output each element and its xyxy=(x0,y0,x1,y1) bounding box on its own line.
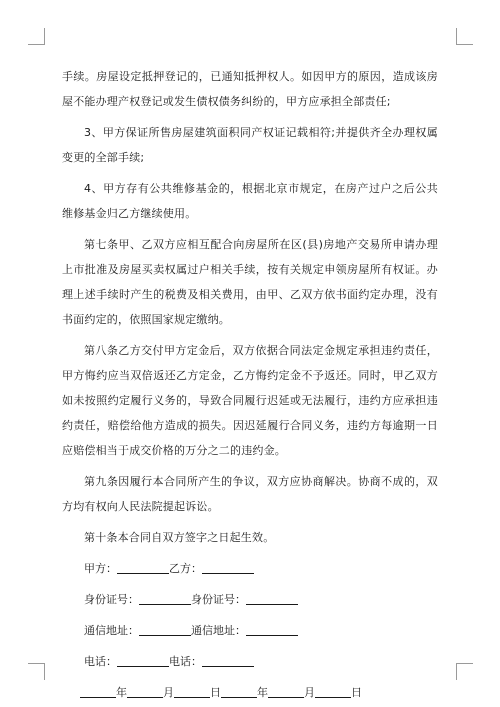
phone-a-blank[interactable] xyxy=(117,653,169,667)
address-a-label: 通信地址： xyxy=(84,624,139,637)
date-a-month-label: 月 xyxy=(163,686,174,699)
id-a-blank[interactable] xyxy=(139,591,191,605)
date-a-month-blank[interactable] xyxy=(127,684,163,698)
address-a-blank[interactable] xyxy=(139,622,191,636)
address-b-label: 通信地址： xyxy=(191,624,246,637)
address-b-blank[interactable] xyxy=(246,622,298,636)
date-a-day-label: 日 xyxy=(210,686,221,699)
paragraph-clause-3: 3、甲方保证所售房屋建筑面积同产权证记载相符;并提供齐全办理权属变更的全部手续; xyxy=(62,126,438,164)
date-a-day-blank[interactable] xyxy=(174,684,210,698)
paragraph-article-9: 第九条因履行本合同所产生的争议，双方应协商解决。协商不成的，双方均有权向人民法院提起诉讼。 xyxy=(62,475,438,513)
id-a-label: 身份证号： xyxy=(84,593,139,606)
date-b-day-blank[interactable] xyxy=(315,684,351,698)
paragraph-article-7: 第七条甲、乙双方应相互配合向房屋所在区(县)房地产交易所申请办理上市批准及房屋买卖权属过户相关手续，按有关规定申领房屋所有权证。办理上述手续时产生的税费及相关费用，由甲、乙双方依书面约定办理，没有书面约定的，依照国家规定缴纳。 xyxy=(62,238,438,326)
phone-b-label: 电话： xyxy=(169,655,202,668)
party-b-label: 乙方： xyxy=(169,562,202,575)
party-b-blank[interactable] xyxy=(202,560,254,574)
id-b-label: 身份证号： xyxy=(191,593,246,606)
id-b-blank[interactable] xyxy=(246,591,298,605)
date-b-month-blank[interactable] xyxy=(268,684,304,698)
signature-address-row xyxy=(62,618,438,643)
signature-party-row xyxy=(62,556,438,581)
crop-mark-bottom-left xyxy=(28,663,45,680)
paragraph-handover-continuation: 手续。房屋设定抵押登记的，已通知抵押权人。如因甲方的原因，造成该房屋不能办理产权登记或发生债权债务纠纷的，甲方应承担全部责任; xyxy=(62,70,438,108)
phone-a-label: 电话： xyxy=(84,655,117,668)
party-a-label: 甲方： xyxy=(84,562,117,575)
signature-phone-row xyxy=(62,649,438,674)
crop-mark-top-left xyxy=(28,28,45,45)
date-b-day-label: 日 xyxy=(351,686,362,699)
date-b-year-blank[interactable] xyxy=(221,684,257,698)
date-a-year-label: 年 xyxy=(116,686,127,699)
signature-id-row xyxy=(62,587,438,612)
date-a-year-blank[interactable] xyxy=(80,684,116,698)
crop-mark-top-right xyxy=(456,28,473,45)
paragraph-article-8: 第八条乙方交付甲方定金后，双方依据合同法定金规定承担违约责任，甲方悔约应当双倍返还乙方定金，乙方悔约定金不予返还。同时，甲乙双方如未按照约定履行义务的，导致合同履行迟延或无法履行，违约方应承担违约责任，赔偿给他方造成的损失。因迟延履行合同义务，违约方每逾期一日应赔偿相当于成交价格的万分之二的违约金。 xyxy=(62,344,438,457)
document-page xyxy=(62,64,438,705)
party-a-blank[interactable] xyxy=(117,560,169,574)
date-b-year-label: 年 xyxy=(257,686,268,699)
paragraph-article-10: 第十条本合同自双方签字之日起生效。 xyxy=(84,531,275,544)
paragraph-clause-4: 4、甲方存有公共维修基金的，根据北京市规定，在房产过户之后公共维修基金归乙方继续使用。 xyxy=(62,182,438,220)
signing-date-row xyxy=(62,680,438,705)
phone-b-blank[interactable] xyxy=(202,653,254,667)
date-b-month-label: 月 xyxy=(304,686,315,699)
crop-mark-bottom-right xyxy=(456,663,473,680)
